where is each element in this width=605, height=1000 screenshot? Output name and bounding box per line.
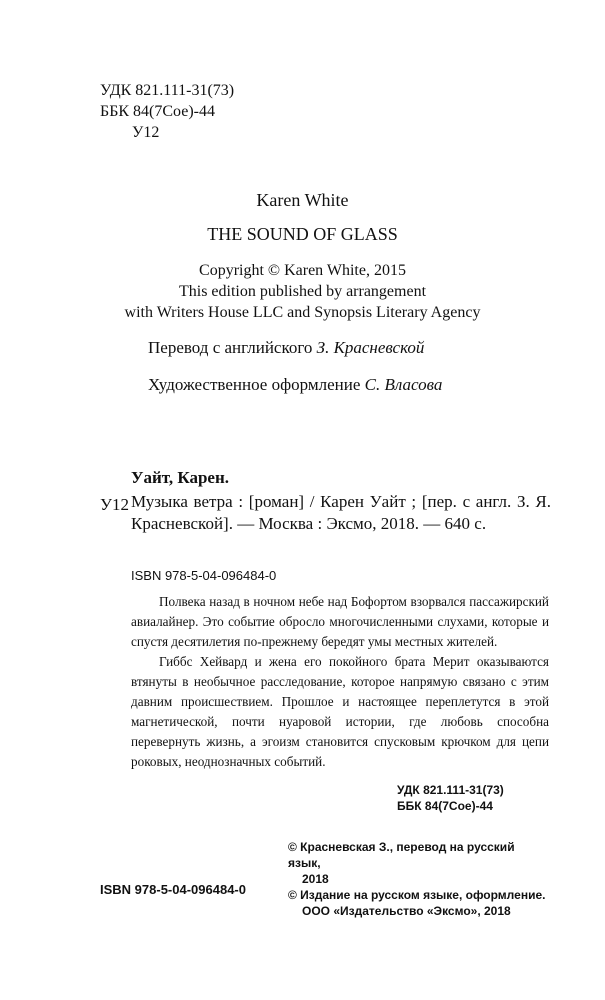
footer-bbk: ББК 84(7Сое)-44 <box>397 799 493 813</box>
copyright-translation-year: 2018 <box>302 872 329 886</box>
copyright-translation: © Красневская З., перевод на русский язык, <box>288 840 515 870</box>
copyright-line: Copyright © Karen White, 2015 <box>199 262 406 279</box>
design-credit <box>148 375 442 395</box>
footer-copyright <box>288 839 548 919</box>
copyright-publisher: ООО «Издательство «Эксмо», 2018 <box>302 904 511 918</box>
design-label: Художественное оформление <box>148 375 361 394</box>
annotation <box>131 592 549 772</box>
copyright-line: This edition published by arrangement <box>178 283 427 300</box>
annotation-paragraph: Гиббс Хейвард и жена его покойного брата Мерит оказываются втянуты в необычное расследование, которое напрямую связано с этим давним происшествием. Прошлое и настоящее переплетутся в этой магнетической, почти нуаровой истории, где любовь способна перевернуть жизнь, а эгоизм становится спусковым крючком для цепи роковых, неоднозначных событий. <box>131 654 549 769</box>
translation-label: Перевод с английского <box>148 338 313 357</box>
translation-credit <box>148 338 424 358</box>
udk-code: УДК 821.111-31(73) <box>100 82 235 99</box>
bibliographic-description: Музыка ветра : [роман] / Карен Уайт ; [пер. с англ. З. Я. Красневской]. — Москва : Эксмо, 2018. — 640 с. <box>131 492 551 533</box>
original-author: Karen White <box>256 190 349 210</box>
classification-block <box>100 80 234 143</box>
copyright-line: with Writers House LLC and Synopsis Literary Agency <box>124 304 481 321</box>
copyright-edition: © Издание на русском языке, оформление. <box>288 888 546 902</box>
original-title: THE SOUND OF GLASS <box>207 224 398 244</box>
entry-author: Уайт, Карен. <box>131 468 229 487</box>
footer-udk: УДК 821.111-31(73) <box>397 783 504 797</box>
footer-isbn: ISBN 978-5-04-096484-0 <box>100 882 246 897</box>
annotation-paragraph: Полвека назад в ночном небе над Бофортом взорвался пассажирский авиалайнер. Это событие обросло многочисленными слухами, которые и спустя десятилетия по-прежнему бередят умы местных жителей. <box>131 594 549 649</box>
designer-name: С. Власова <box>364 375 443 394</box>
author-mark: У12 <box>132 124 160 141</box>
entry-author-mark: У12 <box>100 495 130 514</box>
original-copyright <box>0 260 605 323</box>
bbk-code: ББК 84(7Сое)-44 <box>100 103 215 120</box>
isbn: ISBN 978-5-04-096484-0 <box>131 568 277 583</box>
translator-name: З. Красневской <box>316 338 425 357</box>
footer-classification <box>397 782 504 814</box>
